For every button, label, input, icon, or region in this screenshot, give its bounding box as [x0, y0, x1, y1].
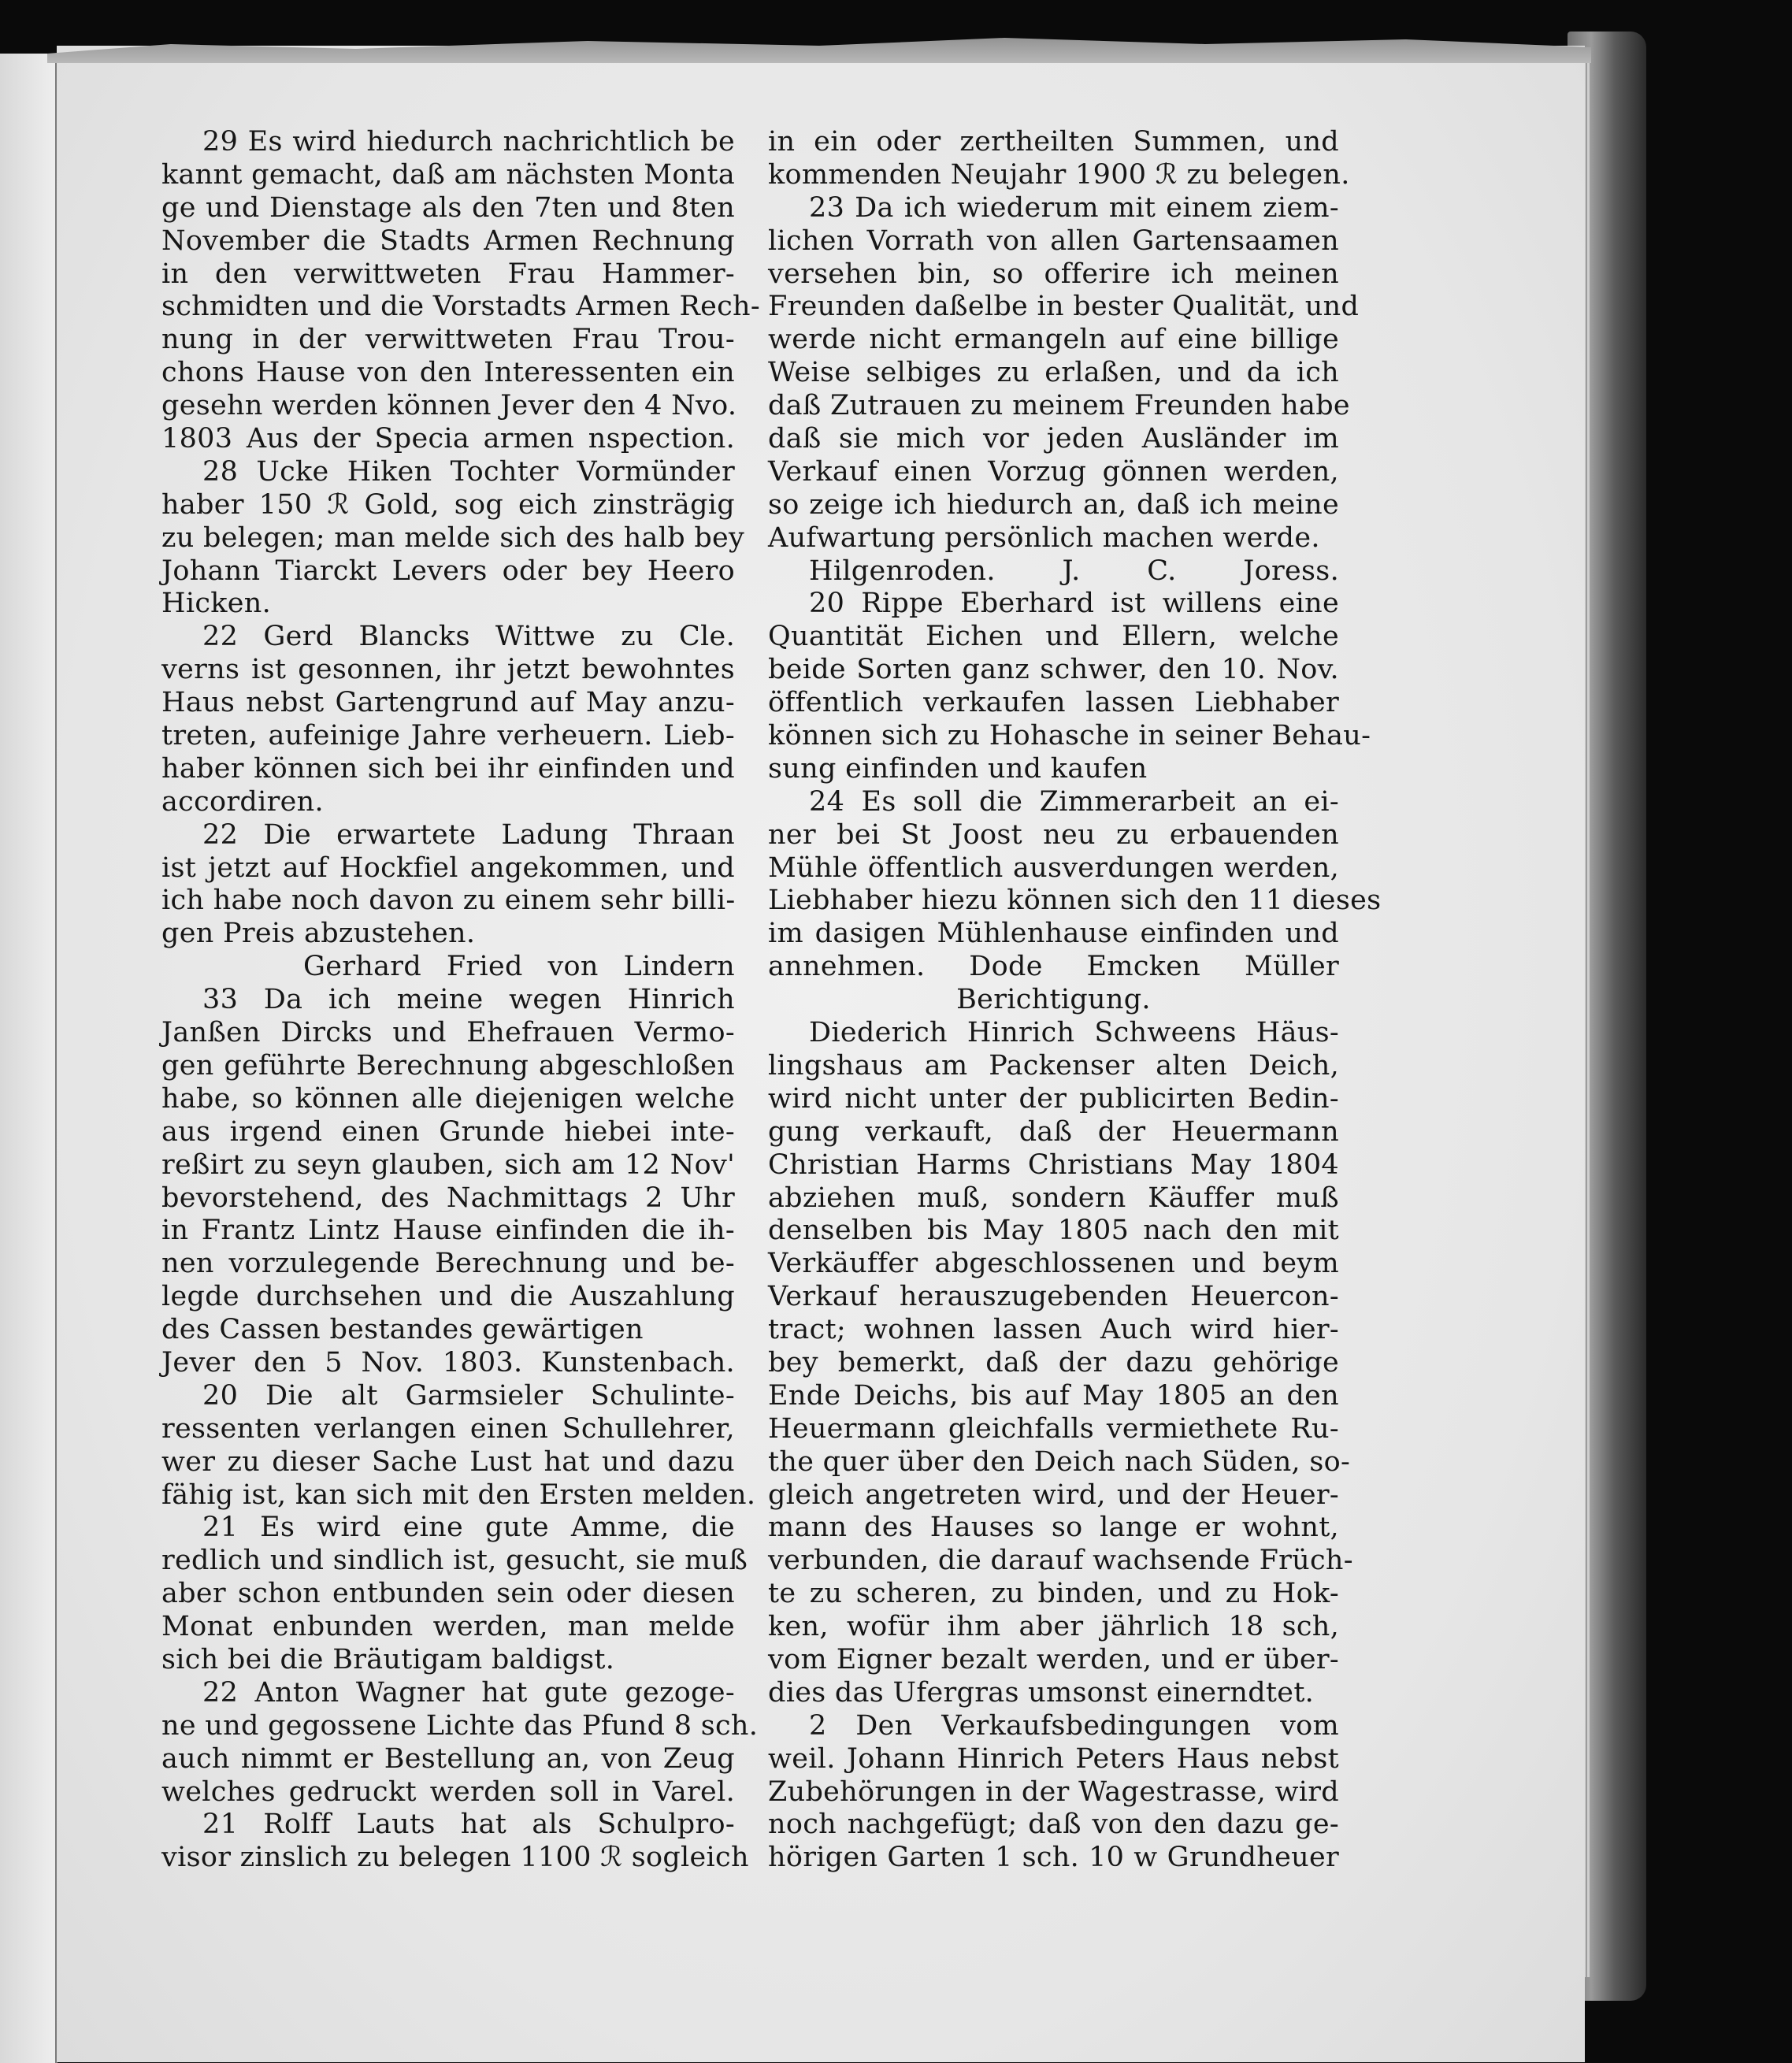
text-line: ressenten verlangen einen Schullehrer, — [161, 1412, 735, 1445]
text-line: 22 Die erwartete Ladung Thraan — [202, 818, 735, 851]
text-line: in Frantz Lintz Hause einfinden die ih- — [161, 1215, 735, 1247]
text-line: in ein oder zertheilten Summen, und — [768, 126, 1339, 158]
text-line: Hicken. — [161, 588, 272, 620]
text-line: gen Preis abzustehen. — [161, 918, 476, 950]
text-line: ken, wofür ihm aber jährlich 18 sch, — [768, 1611, 1339, 1643]
text-line: schmidten und die Vorstadts Armen Rech- — [161, 291, 761, 323]
text-line: the quer über den Deich nach Süden, so- — [768, 1445, 1351, 1478]
text-line: legde durchsehen und die Auszahlung — [161, 1281, 735, 1313]
text-line: sung einfinden und kaufen — [768, 752, 1148, 785]
text-line: gen geführte Berechnung abgeschloßen — [161, 1049, 735, 1082]
text-line: reßirt zu seyn glauben, sich am 12 Nov' — [161, 1148, 735, 1181]
text-line: noch nachgefügt; daß von den dazu ge- — [768, 1809, 1339, 1841]
text-line: 24 Es soll die Zimmerarbeit an ei- — [809, 785, 1339, 818]
text-line: Berichtigung. — [956, 984, 1151, 1016]
text-line: in den verwittweten Frau Hammer- — [161, 258, 735, 290]
text-line: Haus nebst Gartengrund auf May anzu- — [161, 687, 735, 719]
text-line: treten, aufeinige Jahre verheuern. Lieb- — [161, 720, 735, 752]
text-line: November die Stadts Armen Rechnung — [161, 224, 735, 257]
text-line: vom Eigner bezalt werden, und er über- — [768, 1643, 1339, 1675]
text-line: verbunden, die darauf wachsende Früch- — [768, 1545, 1353, 1577]
text-line: haber 150 ℛ Gold, sog eich zinsträgig — [161, 488, 735, 521]
text-line: 20 Die alt Garmsieler Schulinte- — [202, 1379, 735, 1412]
text-line: Quantität Eichen und Ellern, welche — [768, 621, 1339, 653]
text-line: redlich und sindlich ist, gesucht, sie muß — [161, 1545, 748, 1577]
text-line: so zeige ich hiedurch an, daß ich meine — [768, 488, 1339, 521]
text-line: 28 Ucke Hiken Tochter Vormünder — [202, 455, 735, 488]
text-line: des Cassen bestandes gewärtigen — [161, 1314, 644, 1346]
text-line: bevorstehend, des Nachmittags 2 Uhr — [161, 1182, 735, 1214]
text-line: ich habe noch davon zu einem sehr billi- — [161, 885, 736, 917]
text-line: mann des Hauses so lange er wohnt, — [768, 1512, 1339, 1544]
text-line: nung in der verwittweten Frau Trou- — [161, 324, 735, 356]
text-line: werde nicht ermangeln auf eine billige — [768, 324, 1339, 356]
text-line: Freunden daßelbe in bester Qualität, und — [768, 291, 1360, 323]
text-line: bey bemerkt, daß der dazu gehörige — [768, 1346, 1339, 1378]
text-line: nen vorzulegende Berechnung und be- — [161, 1248, 735, 1280]
text-line: gesehn werden können Jever den 4 Nvo. — [161, 390, 737, 422]
text-line: kommenden Neujahr 1900 ℛ zu belegen. — [768, 158, 1350, 191]
text-line: dies das Ufergras umsonst einerndtet. — [768, 1676, 1315, 1709]
text-line: habe, so können alle diejenigen welche — [161, 1082, 735, 1115]
text-line: ist jetzt auf Hockfiel angekommen, und — [161, 852, 735, 884]
text-line: verns ist gesonnen, ihr jetzt bewohntes — [161, 654, 735, 686]
text-line: tract; wohnen lassen Auch wird hier- — [768, 1314, 1339, 1346]
text-line: im dasigen Mühlenhause einfinden und — [768, 918, 1339, 950]
text-line: Verkäuffer abgeschlossenen und beym — [768, 1248, 1339, 1280]
text-line: fähig ist, kan sich mit den Ersten melden. — [161, 1479, 756, 1511]
text-line: ne und gegossene Lichte das Pfund 8 sch. — [161, 1709, 759, 1742]
text-line: Aufwartung persönlich machen werde. — [768, 521, 1320, 554]
text-line: daß Zutrauen zu meinem Freunden habe — [768, 390, 1350, 422]
text-line: 33 Da ich meine wegen Hinrich — [202, 984, 735, 1016]
text-line: welches gedruckt werden soll in Varel. — [161, 1775, 735, 1808]
text-line: 21 Rolff Lauts hat als Schulpro- — [202, 1809, 735, 1841]
text-line: 23 Da ich wiederum mit einem ziem- — [809, 191, 1339, 224]
text-line: ge und Dienstage als den 7ten und 8ten — [161, 191, 735, 224]
text-line: wird nicht unter der publicirten Bedin- — [768, 1082, 1339, 1115]
text-line: gleich angetreten wird, und der Heuer- — [768, 1479, 1339, 1511]
text-line: öffentlich verkaufen lassen Liebhaber — [768, 687, 1339, 719]
text-line: können sich zu Hohasche in seiner Behau- — [768, 720, 1371, 752]
text-line: ner bei St Joost neu zu erbauenden — [768, 818, 1339, 851]
text-line: Heuermann gleichfalls vermiethete Ru- — [768, 1412, 1339, 1445]
text-line: Zubehörungen in der Wagestrasse, wird — [768, 1775, 1339, 1808]
text-line: beide Sorten ganz schwer, den 10. Nov. — [768, 654, 1339, 686]
text-line: 29 Es wird hiedurch nachrichtlich be — [202, 126, 735, 158]
text-line: weil. Johann Hinrich Peters Haus nebst — [768, 1742, 1339, 1775]
text-line: lichen Vorrath von allen Gartensaamen — [768, 224, 1339, 257]
text-line: zu belegen; man melde sich des halb bey — [161, 521, 745, 554]
text-line: hörigen Garten 1 sch. 10 w Grundheuer — [768, 1842, 1339, 1874]
text-line: 22 Anton Wagner hat gute gezoge- — [202, 1676, 735, 1709]
text-line: 22 Gerd Blancks Wittwe zu Cle. — [202, 621, 735, 653]
text-line: abziehen muß, sondern Käuffer muß — [768, 1182, 1339, 1214]
text-line: Christian Harms Christians May 1804 — [768, 1148, 1339, 1181]
text-line: Verkauf einen Vorzug gönnen werden, — [768, 455, 1339, 488]
text-line: Verkauf herauszugebenden Heuercon- — [768, 1281, 1339, 1313]
right-text-column — [768, 126, 1382, 1875]
text-line: chons Hause von den Interessenten ein — [161, 357, 735, 389]
text-line: accordiren. — [161, 785, 324, 818]
text-line: Liebhaber hiezu können sich den 11 dieses — [768, 885, 1382, 917]
text-line: Janßen Dircks und Ehefrauen Vermo- — [161, 1017, 735, 1049]
left-text-column — [161, 126, 761, 1875]
text-line: wer zu dieser Sache Lust hat und dazu — [161, 1445, 735, 1478]
text-line: lingshaus am Packenser alten Deich, — [768, 1049, 1339, 1082]
text-line: Johann Tiarckt Levers oder bey Heero — [161, 555, 735, 587]
text-line: Hilgenroden. J. C. Joress. — [809, 555, 1339, 587]
text-line: denselben bis May 1805 nach den mit — [768, 1215, 1339, 1247]
text-line: daß sie mich vor jeden Ausländer im — [768, 423, 1339, 455]
text-line: 20 Rippe Eberhard ist willens eine — [809, 588, 1339, 620]
text-line: 2 Den Verkaufsbedingungen vom — [809, 1709, 1339, 1742]
text-line: kannt gemacht, daß am nächsten Monta — [161, 158, 736, 191]
text-line: annehmen. Dode Emcken Müller — [768, 951, 1339, 983]
text-line: sich bei die Bräutigam baldigst. — [161, 1643, 615, 1675]
text-line: Ende Deichs, bis auf May 1805 an den — [768, 1379, 1339, 1412]
text-line: te zu scheren, zu binden, und zu Hok- — [768, 1578, 1339, 1610]
text-line: aber schon entbunden sein oder diesen — [161, 1578, 735, 1610]
text-line: Weise selbiges zu erlaßen, und da ich — [768, 357, 1339, 389]
text-line: Jever den 5 Nov. 1803. Kunstenbach. — [161, 1346, 735, 1378]
text-line: Monat enbunden werden, man melde — [161, 1611, 735, 1643]
text-line: Diederich Hinrich Schweens Häus- — [809, 1017, 1339, 1049]
text-line: Gerhard Fried von Lindern — [303, 951, 735, 983]
text-line: versehen bin, so offerire ich meinen — [768, 258, 1339, 290]
text-line: Mühle öffentlich ausverdungen werden, — [768, 852, 1339, 884]
text-line: auch nimmt er Bestellung an, von Zeug — [161, 1742, 735, 1775]
text-line: haber können sich bei ihr einfinden und — [161, 752, 735, 785]
facing-page-edge — [0, 54, 58, 2063]
text-line: 21 Es wird eine gute Amme, die — [202, 1512, 735, 1544]
torn-top-edge — [47, 32, 1591, 63]
text-line: gung verkauft, daß der Heuermann — [768, 1115, 1339, 1148]
text-line: visor zinslich zu belegen 1100 ℛ sogleich — [161, 1842, 749, 1874]
text-line: aus irgend einen Grunde hiebei inte- — [161, 1115, 735, 1148]
text-line: 1803 Aus der Specia armen nspection. — [161, 423, 735, 455]
